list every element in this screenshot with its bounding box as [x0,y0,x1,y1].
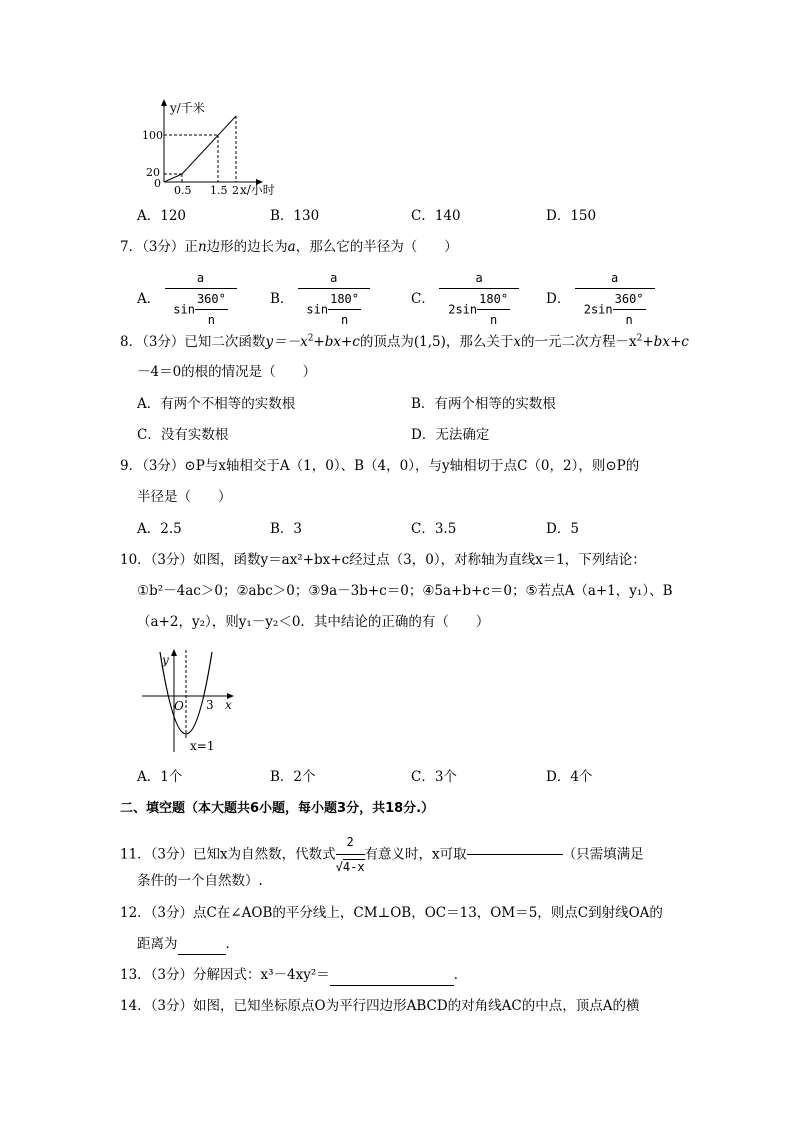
q11-stem-line2: 条件的一个自然数）. [137,873,263,889]
parabola-graph [138,646,248,758]
q12-answer-blank[interactable] [178,934,226,955]
q9-option-d[interactable]: D．5 [546,521,579,537]
q9-option-b[interactable]: B．3 [270,521,303,537]
q13-answer-blank[interactable] [330,965,454,986]
q8-option-a[interactable]: A．有两个不相等的实数根 [137,396,296,412]
symmetry-label: x=1 [190,739,215,753]
q8-stem-line2: －4＝0的根的情况是（ ） [137,364,317,380]
q10-stem-line1: 10．（3分）如图，函数y＝ax²+bx+c经过点（3，0），对称轴为直线x＝1，下列结论： [120,552,646,568]
q10-option-b[interactable]: B．2个 [270,769,316,785]
q11-stem-line1: 11．（3分）已知x为自然数，代数式 $\frac{2}{√4-x}$ 有意义时，x可取 （只需填满足 [120,830,644,879]
q8-option-c[interactable]: C．没有实数根 [137,427,229,443]
q10-stem-line2: ①b²－4ac＞0；②abc＞0；③9a－3b+c＝0；④5a+b+c＝0；⑤若点A（a+1，y₁）、B [137,583,673,599]
origin-label: 0 [154,177,161,190]
graph-segment-2 [182,116,236,174]
q11-answer-blank[interactable] [467,854,563,855]
q6-option-c[interactable]: C．140 [411,208,461,224]
y-axis-arrow [171,649,177,656]
q7-option-a[interactable]: A． a sin $\frac{360^\circ}{n}$ [137,268,237,330]
graph-segment-1 [164,174,182,182]
q12-stem-line2: 距离为 ． [137,934,239,955]
section-heading-fill-in: 二、填空题（本大题共6小题，每小题3分，共18分.） [120,801,435,816]
q6-option-a[interactable]: A．120 [137,208,187,224]
q7-stem: 7．（3分）正n边形的边长为a，那么它的半径为（ ） [120,239,458,255]
x-axis-label: x [225,698,232,712]
y-tick-20: 20 [146,166,160,179]
q12-stem-line1: 12．（3分）点C在∠AOB的平分线上，CM⊥OB，OC＝13，OM＝5，则点C到射线OA的 [120,905,663,921]
q6-option-d[interactable]: D．150 [546,208,597,224]
q9-option-a[interactable]: A．2.5 [137,521,182,537]
x-tick-2: 2 [232,184,239,197]
q10-option-c[interactable]: C．3个 [411,769,457,785]
y-tick-100: 100 [142,129,163,142]
q7-option-c[interactable]: C． a 2sin $\frac{180^\circ}{n}$ [411,268,519,330]
q9-stem-line2: 半径是（ ） [137,489,232,505]
q13-stem: 13．（3分）分解因式：x³－4xy²＝ ． [120,965,467,986]
q10-stem-line3: （a+2，y₂），则y₁－y₂＜0．其中结论的正确的有（ ） [137,614,490,630]
q6-option-b[interactable]: B．130 [270,208,320,224]
q10-option-a[interactable]: A．1个 [137,769,183,785]
q14-stem-line1: 14．（3分）如图，已知坐标原点O为平行四边形ABCD的对角线AC的中点，顶点A的横 [120,998,640,1014]
q9-option-c[interactable]: C．3.5 [411,521,457,537]
q7-option-b[interactable]: B． a sin $\frac{180^\circ}{n}$ [270,268,370,330]
q8-stem-line1: 8．（3分）已知二次函数$y=-x^2+bx+c$的顶点为(1,5)，那么关于x的一元二次方程$-x^2+bx+c$ [120,333,689,350]
q10-option-d[interactable]: D．4个 [546,769,593,785]
x-three-label: 3 [206,698,214,712]
y-axis-label: y/千米 [170,101,205,115]
x-axis-label: x/小时 [240,183,275,197]
x-tick-15: 1.5 [210,184,228,197]
q9-stem-line1: 9．（3分）⊙P与x轴相交于A（1，0）、B（4，0），与y轴相切于点C（0，2），则⊙P的 [120,458,640,474]
q7-option-d[interactable]: D． a 2sin $\frac{360^\circ}{n}$ [546,268,655,330]
q8-option-b[interactable]: B．有两个相等的实数根 [411,396,556,412]
y-axis-arrow [161,99,167,106]
distance-time-graph [140,96,310,200]
origin-label: O [174,699,184,713]
x-tick-05: 0.5 [174,184,192,197]
q8-option-d[interactable]: D．无法确定 [411,427,490,443]
y-axis-label: y [162,653,169,667]
